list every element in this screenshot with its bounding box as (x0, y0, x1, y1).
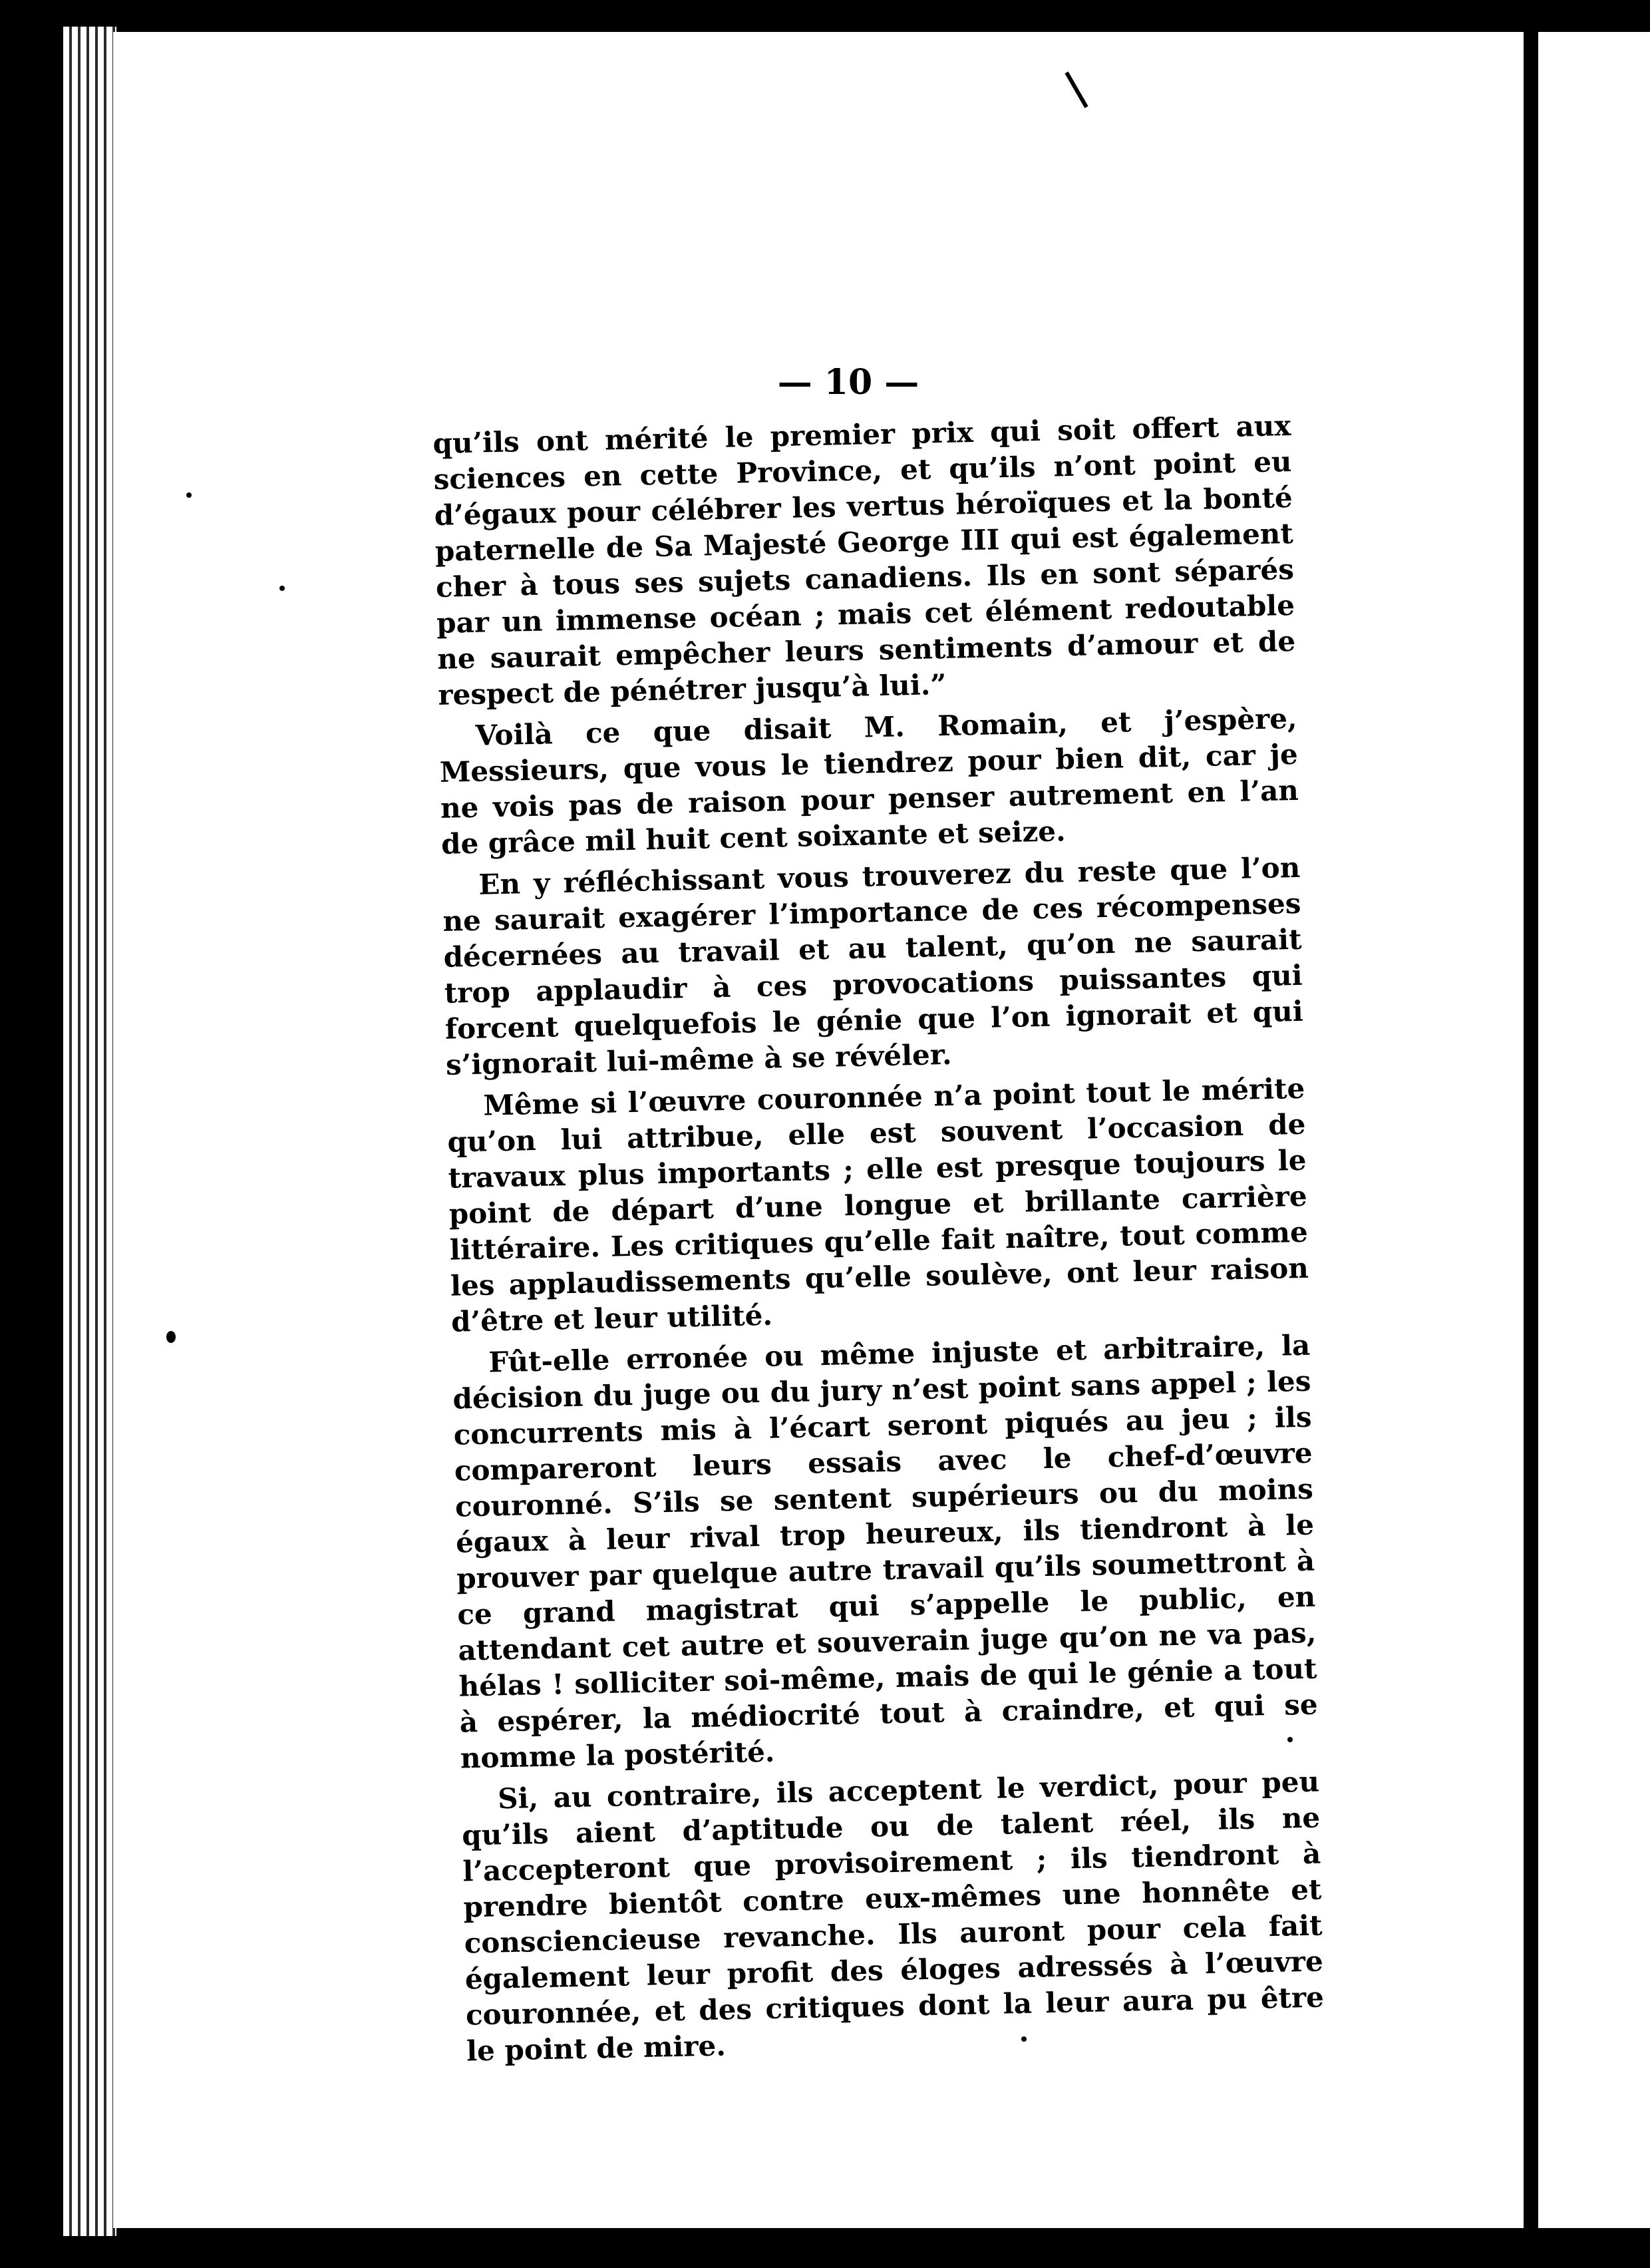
scan-speck (279, 586, 285, 591)
scan-speck (186, 492, 192, 498)
paragraph: En y réfléchissant vous trouverez du reste que l’on ne saurait exagérer l’importance de ces récompenses décernées au travail et au talent, qu’on ne saurait trop applaudir à ces provocations puissantes qui forcent quelquefois le génie que l’on ignorait et qui s’ignorait lui-même à se révéler. (442, 850, 1304, 1081)
scan-speck (166, 1331, 176, 1343)
next-page-edge (1530, 32, 1650, 2228)
page-number: — 10 — (777, 362, 919, 403)
paragraph: Voilà ce que disait M. Romain, et j’espère, Messieurs, que vous le tiendrez pour bien dit, car je ne vois pas de raison pour penser autrement en l’an de grâce mil huit cent soixante et seize. (439, 701, 1299, 860)
paragraph: qu’ils ont mérité le premier prix qui soit offert aux sciences en cette Province, et qu’ils n’ont point eu d’égaux pour célébrer les vertus héroïques et la bonté paternelle de Sa Majesté George III qui est également cher à tous ses sujets canadiens. Ils en sont séparés par un immense océan ; mais cet élément redoutable ne saurait empêcher leurs sentiments d’amour et de respect de pénétrer jusqu’à lui.” (432, 409, 1296, 711)
paragraph: Si, au contraire, ils acceptent le verdict, pour peu qu’ils aient d’aptitude ou de talent réel, ils ne l’accepteront que provisoirement ; ils tiendront à prendre bientôt contre eux-mêmes une honnête et consciencieuse revanche. Ils auront pour cela fait également leur profit des éloges adressés à l’œuvre couronnée, et des critiques dont la leur aura pu être le point de mire. (461, 1765, 1325, 2068)
paragraph: Même si l’œuvre couronnée n’a point tout le mérite qu’on lui attribue, elle est souvent l’occasion de travaux plus importants ; elle est presque toujours le point de départ d’une longue et brillante carrière littéraire. Les critiques qu’elle fait naître, tout comme les applaudissements qu’elle soulève, ont leur raison d’être et leur utilité. (447, 1071, 1309, 1338)
paragraph: Fût-elle erronée ou même injuste et arbitraire, la décision du juge ou du jury n’est point sans appel ; les concurrents mis à l’écart seront piqués au jeu ; ils compareront leurs essais avec le chef-d’œuvre couronné. S’ils se sentent supérieurs ou du moins égaux à leur rival trop heureux, ils tiendront à le prouver par quelque autre travail qu’ils soumettront à ce grand magistrat qui s’appelle le public, en attendant cet autre et souverain juge qu’on ne va pas, hélas ! solliciter soi-même, mais de qui le génie a tout à espérer, la médiocrité tout à craindre, et qui se nomme la postérité. (452, 1328, 1319, 1775)
body-text (432, 408, 1325, 2074)
page-binding-edges (63, 27, 116, 2236)
